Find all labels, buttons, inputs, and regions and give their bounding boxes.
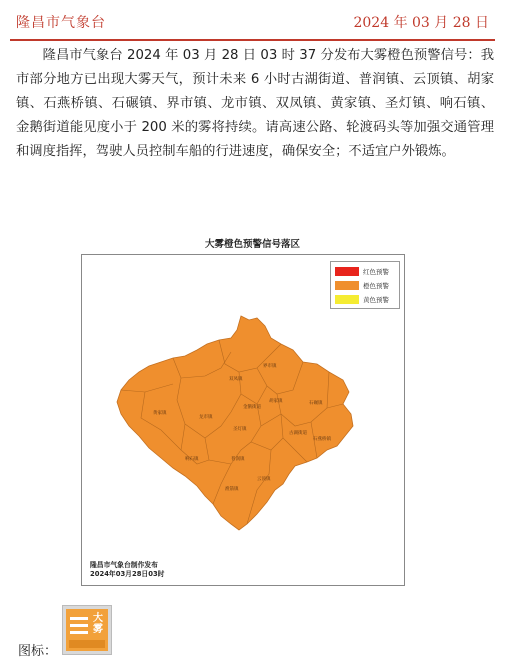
svg-text:云顶镇: 云顶镇 [257, 477, 271, 482]
legend-label-orange: 橙色预警 [363, 281, 389, 290]
legend-label-red: 红色预警 [363, 267, 389, 276]
svg-text:金鹅街道: 金鹅街道 [243, 405, 261, 410]
header-divider [10, 39, 495, 41]
legend-swatch-red [335, 267, 359, 276]
fog-bars-icon [70, 617, 88, 638]
issue-date: 2024 年 03 月 28 日 [353, 15, 489, 31]
svg-text:普润镇: 普润镇 [231, 457, 245, 462]
page-header [10, 6, 495, 36]
svg-text:石碾镇: 石碾镇 [309, 401, 323, 406]
county-region [117, 316, 353, 530]
svg-text:响石镇: 响石镇 [185, 457, 199, 462]
credit-time: 2024年03月28日03时 [90, 570, 165, 578]
svg-text:胡家镇: 胡家镇 [269, 399, 283, 404]
map-credit [90, 561, 164, 579]
svg-text:龙市镇: 龙市镇 [199, 415, 213, 420]
fog-orange-warning-icon [62, 605, 112, 655]
legend-item-orange [335, 280, 389, 290]
svg-text:石燕桥镇: 石燕桥镇 [313, 437, 331, 442]
svg-text:圣灯镇: 圣灯镇 [233, 427, 247, 432]
map-legend [330, 261, 400, 309]
svg-text:界市镇: 界市镇 [263, 364, 277, 369]
icon-caption: 图标： [18, 644, 58, 659]
legend-swatch-yellow [335, 295, 359, 304]
bulletin-text: 隆昌市气象台 2024 年 03 月 28 日 03 时 37 分发布大雾橙色预警信号：我市部分地方已出现大雾天气，预计未来 6 小时古湖街道、普润镇、云顶镇、胡家镇、石燕桥镇、石碾镇、界市镇、龙市镇、双凤镇、黄家镇、圣灯镇、响石镇、金鹅街道能见度小于 200 米的雾将持续。请高速公路、轮渡码头等加强交通管理和调度指挥，驾驶人员控制车船的行进速度，确保安全；不适宜户外锻炼。 [16, 48, 494, 159]
svg-text:双凤镇: 双凤镇 [229, 377, 243, 382]
credit-publisher: 隆昌市气象台制作发布 [90, 561, 158, 569]
svg-text:黄家镇: 黄家镇 [153, 411, 167, 416]
legend-item-red [335, 266, 389, 276]
svg-text:古湖街道: 古湖街道 [289, 431, 307, 436]
sign-text: 大雾 [93, 613, 103, 635]
legend-swatch-orange [335, 281, 359, 290]
agency-name: 隆昌市气象台 [16, 15, 106, 31]
sign-background [66, 609, 108, 651]
legend-label-yellow: 黄色预警 [363, 295, 389, 304]
map-title: 大雾橙色预警信号落区 [204, 239, 300, 250]
sign-footer [69, 640, 105, 648]
svg-text:渔箭镇: 渔箭镇 [225, 487, 239, 492]
legend-item-yellow [335, 294, 389, 304]
